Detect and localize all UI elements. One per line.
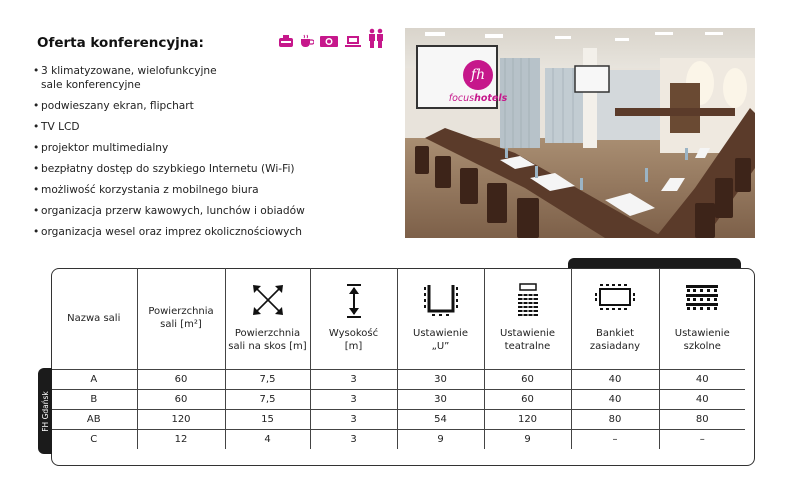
laptop-icon (344, 33, 362, 52)
table-row (51, 429, 745, 449)
table-cell: 4 (225, 429, 310, 449)
banquet-setup-icon (574, 283, 657, 319)
list-item: • podwieszany ekran, flipchart (33, 99, 305, 113)
table-cell: 9 (397, 429, 484, 449)
table-cell: 80 (659, 409, 745, 429)
list-item: • możliwość korzystania z mobilnego biura (33, 183, 305, 197)
focus-hotels-logo: fh focushotels (443, 52, 513, 112)
list-item: • TV LCD (33, 120, 305, 134)
page-title: Oferta konferencyjna: (37, 35, 204, 51)
coffee-break-icon (278, 33, 294, 52)
table-cell: 3 (310, 409, 397, 429)
table-cell: 60 (137, 369, 225, 389)
hotel-side-tab (38, 368, 52, 454)
col-banquet: Bankiet zasiadany (571, 268, 659, 369)
table-cell: 15 (225, 409, 310, 429)
feature-list (33, 64, 305, 246)
classroom-setup-icon (662, 283, 744, 319)
col-theatre: Ustawienie teatralne (484, 268, 571, 369)
list-item: • organizacja przerw kawowych, lunchów i obiadów (33, 204, 305, 218)
height-arrow-icon (313, 283, 395, 319)
list-item: • bezpłatny dostęp do szybkiego Internetu (Wi-Fi) (33, 162, 305, 176)
table-cell: 40 (571, 389, 659, 409)
table-cell: 30 (397, 389, 484, 409)
table-cell: 9 (484, 429, 571, 449)
table-row (51, 389, 745, 409)
tea-cup-icon (300, 33, 314, 52)
table-cell: 3 (310, 429, 397, 449)
diagonal-arrows-icon (228, 283, 308, 319)
col-area: Powierzchnia sali [m²] (137, 268, 225, 369)
table-cell: 40 (659, 369, 745, 389)
col-u-setup: Ustawienie „U” (397, 268, 484, 369)
table-cell: 60 (484, 389, 571, 409)
col-height: Wysokość [m] (310, 268, 397, 369)
table-cell: 30 (397, 369, 484, 389)
table-cell: 12 (137, 429, 225, 449)
room-name-cell: A (51, 369, 137, 389)
theatre-setup-icon (487, 283, 569, 319)
table-header-row (51, 268, 745, 369)
table-cell: 7,5 (225, 369, 310, 389)
u-shape-setup-icon (400, 283, 482, 319)
table-cell: 40 (571, 369, 659, 389)
table-cell: 80 (571, 409, 659, 429)
room-name-cell: B (51, 389, 137, 409)
table-cell: 120 (137, 409, 225, 429)
col-diagonal: Powierzchnia sali na skos [m] (225, 268, 310, 369)
room-name-cell: AB (51, 409, 137, 429)
table-cell: 54 (397, 409, 484, 429)
table-cell: 120 (484, 409, 571, 429)
dining-icon (320, 33, 338, 52)
table-cell: 60 (137, 389, 225, 409)
list-item: • organizacja wesel oraz imprez okolicznościowych (33, 225, 305, 239)
table-cell: 3 (310, 369, 397, 389)
col-room-name: Nazwa sali (51, 268, 137, 369)
amenity-icons (278, 28, 384, 52)
table-row (51, 409, 745, 429)
room-name-cell: C (51, 429, 137, 449)
table-cell: 60 (484, 369, 571, 389)
hotel-side-label: FH Gdańsk (40, 390, 50, 432)
conference-room-photo (405, 28, 755, 238)
list-item: • projektor multimedialny (33, 141, 305, 155)
table-cell: – (571, 429, 659, 449)
list-item: • 3 klimatyzowane, wielofunkcyjne sale konferencyjne (33, 64, 233, 92)
table-cell: 40 (659, 389, 745, 409)
table-cell: – (659, 429, 745, 449)
conference-rooms-table (51, 268, 745, 449)
table-cell: 7,5 (225, 389, 310, 409)
table-row (51, 369, 745, 389)
people-icon (368, 28, 384, 52)
col-classroom: Ustawienie szkolne (659, 268, 745, 369)
table-cell: 3 (310, 389, 397, 409)
